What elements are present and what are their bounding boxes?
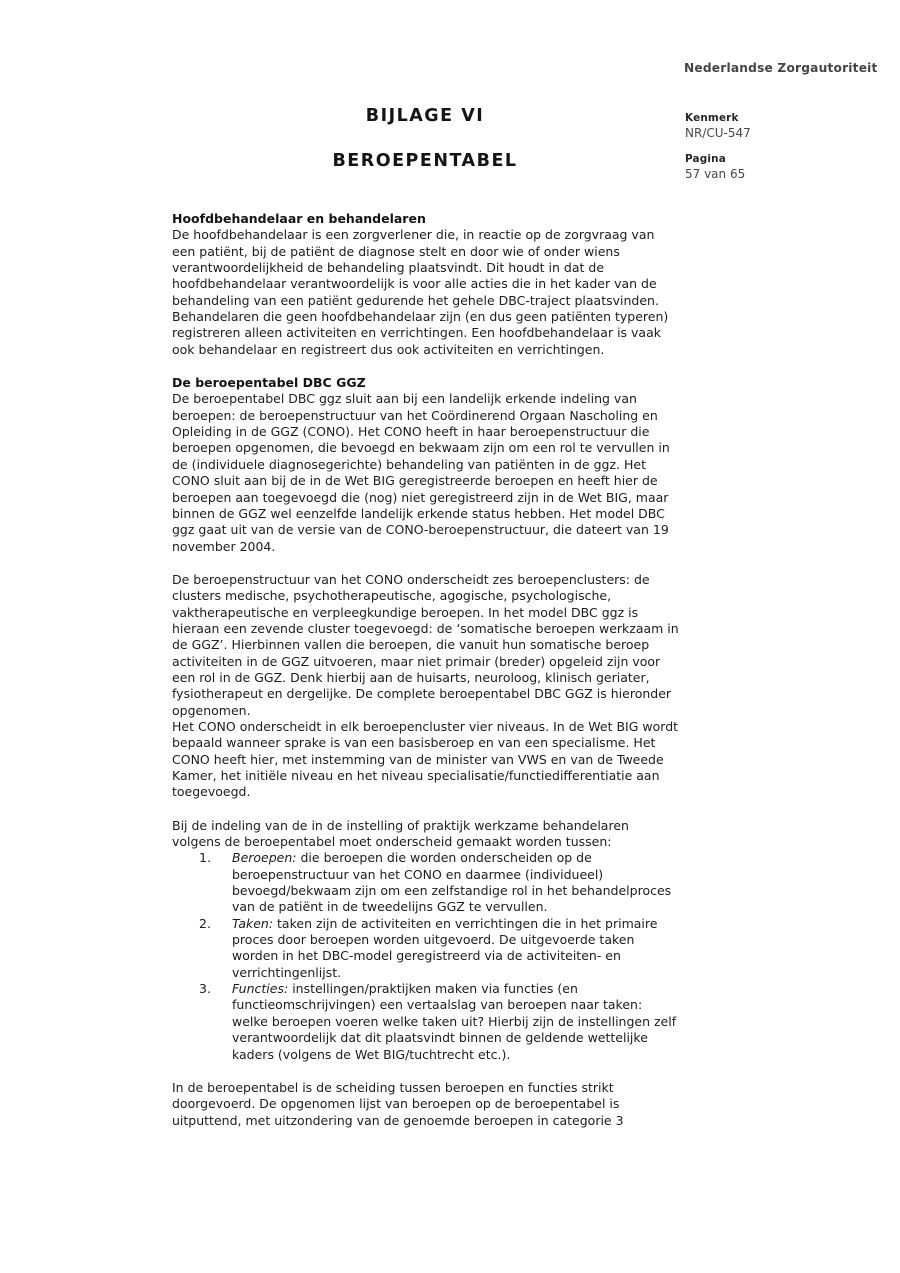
list-item-term: Taken: [232,915,274,931]
meta-kenmerk [685,112,865,140]
paragraph-beroepentabel-2: De beroepenstructuur van het CONO onderscheidt zes beroepenclusters: de clusters medische, psychotherapeutische, agogische, psychologische, vaktherapeutische en verpleegkundige beroepen. In het model DBC ggz is hieraan een zevende cluster toegevoegd: de ‘somatische beroepen werkzaam in de GGZ’. Hierbinnen vallen die beroepen, die vanuit hun somatische beroep activiteiten in de GGZ uitvoeren, maar niet primair (breder) opgeleid zijn voor een rol in de GGZ. Denk hierbij aan de huisarts, neuroloog, klinisch geriater, fysiotherapeut en dergelijke. De complete beroepentabel DBC GGZ is hieronder opgenomen. [172,571,679,718]
list-item-number: 3. [199,981,211,997]
document-titles [172,106,678,171]
paragraph-beroepentabel-3: Het CONO onderscheidt in elk beroepencluster vier niveaus. In de Wet BIG wordt bepaald wanneer sprake is van een basisberoep en van een specialisme. Het CONO heeft hier, met instemming van de minister van VWS en van de Tweede Kamer, het initiële niveau en het niveau specialisatie/functiedifferentiatie aan toegevoegd. [172,718,679,800]
paragraph-closing: In de beroepentabel is de scheiding tussen beroepen en functies strikt doorgevoerd. De opgenomen lijst van beroepen op de beroepentabel is uitputtend, met uitzondering van de genoemde beroepen in categorie 3 [172,1079,624,1128]
paragraph-hoofdbehandelaar: De hoofdbehandelaar is een zorgverlener die, in reactie op de zorgvraag van een patiënt, bij de patiënt de diagnose stelt en door wie of onder wiens verantwoordelijkheid de behandeling plaatsvindt. Dit houdt in dat de hoofdbehandelaar verantwoordelijk is voor alle acties die in het kader van de behandeling van een patiënt gedurende het gehele DBC-traject plaatsvinden. Behandelaren die geen hoofdbehandelaar zijn (en dus geen patiënten typeren) registreren alleen activiteiten en verrichtingen. Een hoofdbehandelaar is vaak ook behandelaar en registreert dus ook activiteiten en verrichtingen. [172,227,669,357]
list-item-beroepen [172,850,679,915]
list-item-text: die beroepen die worden onderscheiden op de beroepenstructuur van het CONO en daarmee (individueel) bevoegd/bekwaam zijn om een zelfstandige rol in het behandelproces van de patiënt in de tweedelijns GGZ te vervullen. [232,850,672,915]
list-item-content [232,850,679,915]
meta-column [685,112,865,181]
section-heading-beroepentabel: De beroepentabel DBC GGZ [172,375,366,391]
document-body [172,211,679,1129]
doc-title-beroepentabel: BEROEPENTABEL [332,151,518,171]
list-item-content [232,916,679,981]
ordered-list-onderscheid [172,850,679,1062]
meta-kenmerk-value: NR/CU-547 [685,126,751,140]
org-logo: Nederlandse Zorgautoriteit [684,61,878,75]
list-item-term: Functies: [232,981,289,997]
paragraph-indeling-intro: Bij de indeling van de in de instelling of praktijk werkzame behandelaren volgens de beroepentabel moet onderscheid gemaakt worden tussen: [172,817,629,850]
list-item-term: Beroepen: [232,850,297,866]
list-item-taken [172,916,679,981]
meta-pagina-label: Pagina [685,153,726,165]
paragraph-beroepentabel-1: De beroepentabel DBC ggz sluit aan bij een landelijk erkende indeling van beroepen: de beroepenstructuur van het Coördinerend Orgaan Nascholing en Opleiding in de GGZ (CONO). Het CONO heeft in haar beroepenstructuur die beroepen opgenomen, die bevoegd en bekwaam zijn om een rol te vervullen in de (individuele diagnosegerichte) behandeling van patiënten in de ggz. Het CONO sluit aan bij de in de Wet BIG geregistreerde beroepen en heeft hier de beroepen aan toegevoegd die (nog) niet geregistreerd zijn in de Wet BIG, maar binnen de GGZ wel eenzelfde landelijk erkende status hebben. Het model DBC ggz gaat uit van de versie van de CONO-beroepenstructuur, die dateert van 19 november 2004. [172,391,670,554]
list-item-text: instellingen/praktijken maken via functies (en functieomschrijvingen) een vertaalslag van beroepen naar taken: welke beroepen voeren welke taken uit? Hierbij zijn de instellingen zelf verantwoordelijk dat dit plaatsvindt binnen de geldende wettelijke kaders (volgens de Wet BIG/tuchtrecht etc.). [232,981,677,1062]
doc-title-bijlage: BIJLAGE VI [365,106,485,126]
list-item-text: taken zijn de activiteiten en verrichtingen die in het primaire proces door beroepen worden uitgevoerd. De uitgevoerde taken worden in het DBC-model geregistreerd via de activiteiten- en verrichtingenlijst. [232,915,658,980]
list-item-content [232,981,679,1063]
meta-kenmerk-label: Kenmerk [685,112,739,124]
list-item-number: 2. [199,915,211,931]
list-item-number: 1. [199,850,211,866]
meta-pagina [685,153,865,181]
meta-pagina-value: 57 van 65 [685,167,746,181]
section-heading-hoofdbehandelaar: Hoofdbehandelaar en behandelaren [172,211,426,226]
list-item-functies [172,981,679,1063]
